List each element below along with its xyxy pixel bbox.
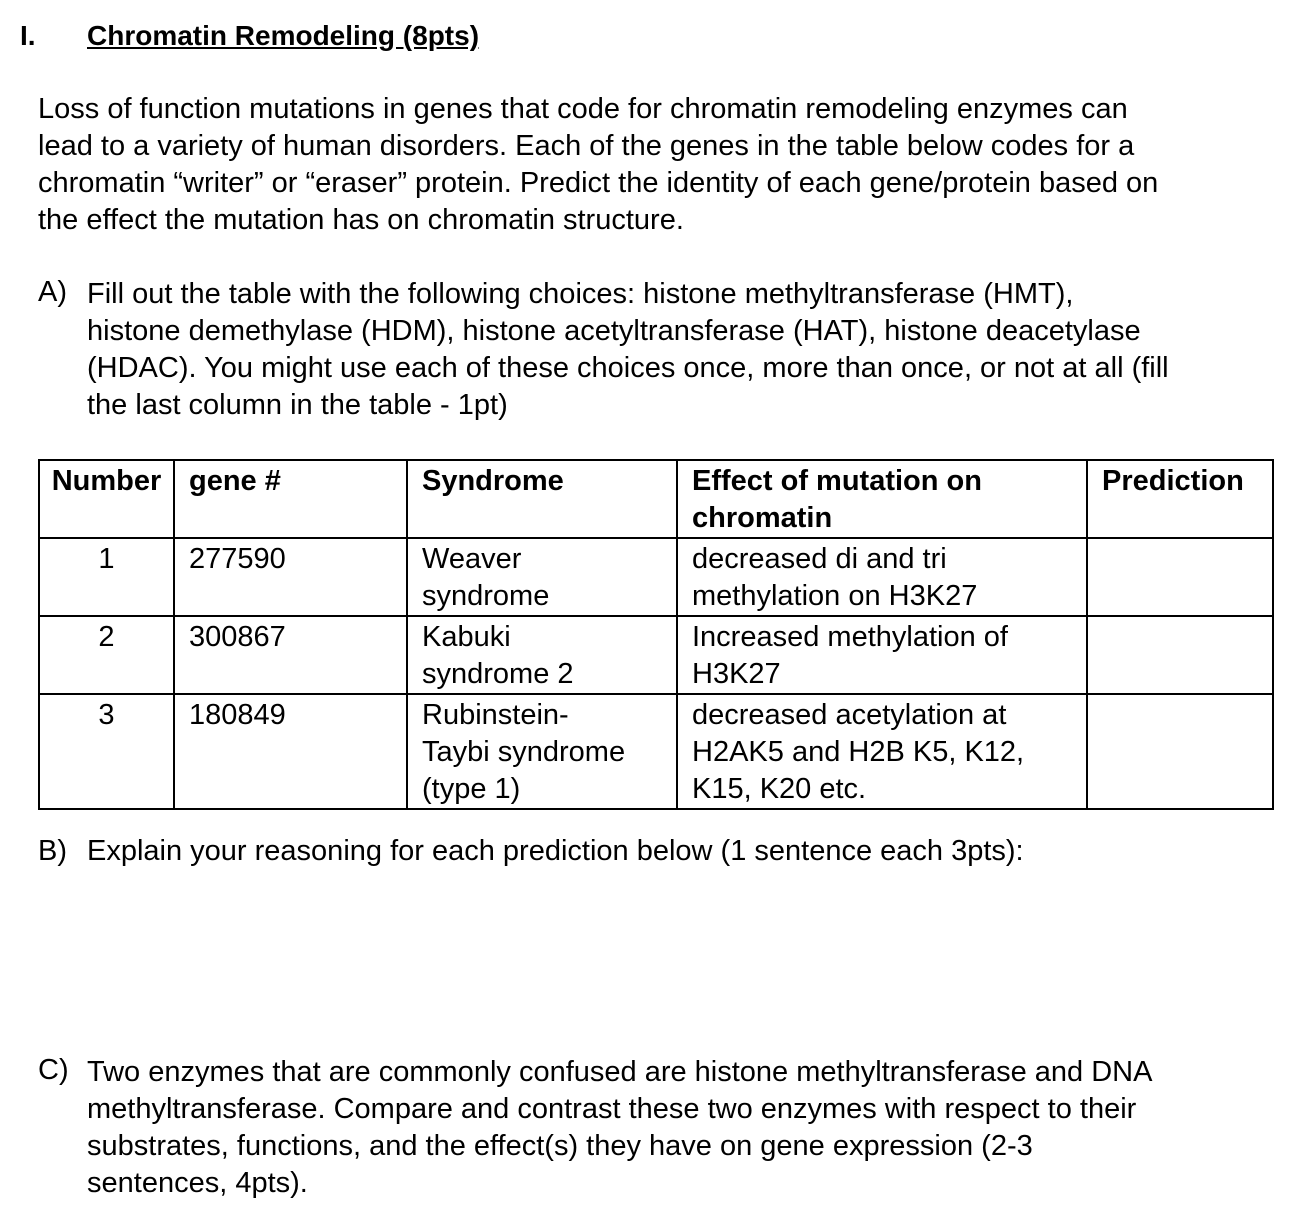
effect-line: Increased methylation of: [692, 621, 1008, 653]
cell-effect: [677, 616, 1087, 694]
cell-number: 1: [39, 538, 174, 616]
gene-table: [38, 459, 1274, 810]
syndrome-line: Taybi syndrome: [422, 736, 626, 768]
header-effect-line: chromatin: [692, 502, 833, 534]
cell-number: 2: [39, 616, 174, 694]
syndrome-line: syndrome 2: [422, 658, 574, 690]
part-b-label: B): [38, 835, 67, 867]
cell-syndrome: [407, 616, 677, 694]
table-row: [39, 616, 1273, 694]
part-a-line: the last column in the table - 1pt): [87, 389, 508, 421]
part-c-line: Two enzymes that are commonly confused are histone methyltransferase and DNA: [87, 1056, 1153, 1088]
part-c-question: [87, 1054, 1152, 1202]
syndrome-line: (type 1): [422, 773, 521, 805]
cell-number: 3: [39, 694, 174, 809]
effect-line: H3K27: [692, 658, 781, 690]
intro-line: chromatin “writer” or “eraser” protein. Predict the identity of each gene/protein based on: [38, 167, 1159, 199]
effect-line: decreased acetylation at: [692, 699, 1007, 731]
part-c-label: C): [38, 1054, 69, 1086]
cell-syndrome: [407, 538, 677, 616]
cell-prediction[interactable]: [1087, 694, 1273, 809]
part-c-line: substrates, functions, and the effect(s) they have on gene expression (2-3: [87, 1130, 1033, 1162]
part-a-line: (HDAC). You might use each of these choices once, more than once, or not at all (fill: [87, 352, 1169, 384]
cell-effect: [677, 694, 1087, 809]
effect-line: H2AK5 and H2B K5, K12,: [692, 736, 1025, 768]
intro-line: lead to a variety of human disorders. Each of the genes in the table below codes for a: [38, 130, 1135, 162]
syndrome-line: syndrome: [422, 580, 550, 612]
header-gene: gene #: [174, 460, 407, 538]
part-a-question: [87, 276, 1169, 424]
part-b-question: Explain your reasoning for each prediction below (1 sentence each 3pts):: [87, 835, 1024, 867]
header-effect: [677, 460, 1087, 538]
syndrome-line: Kabuki: [422, 621, 511, 653]
cell-prediction[interactable]: [1087, 538, 1273, 616]
cell-effect: [677, 538, 1087, 616]
effect-line: methylation on H3K27: [692, 580, 978, 612]
effect-line: K15, K20 etc.: [692, 773, 867, 805]
header-number: Number: [39, 460, 174, 538]
cell-syndrome: [407, 694, 677, 809]
header-effect-line: Effect of mutation on: [692, 465, 982, 497]
header-syndrome: Syndrome: [407, 460, 677, 538]
cell-gene: 277590: [174, 538, 407, 616]
section-title: Chromatin Remodeling (8pts): [87, 20, 480, 51]
intro-paragraph: [38, 91, 1158, 239]
cell-gene: 300867: [174, 616, 407, 694]
part-c-line: methyltransferase. Compare and contrast these two enzymes with respect to their: [87, 1093, 1137, 1125]
cell-prediction[interactable]: [1087, 616, 1273, 694]
table-header-row: [39, 460, 1273, 538]
intro-line: the effect the mutation has on chromatin structure.: [38, 204, 684, 236]
syndrome-line: Weaver: [422, 543, 522, 575]
part-a-line: histone demethylase (HDM), histone acetyltransferase (HAT), histone deacetylase: [87, 315, 1141, 347]
cell-gene: 180849: [174, 694, 407, 809]
table-row: [39, 694, 1273, 809]
header-prediction: Prediction: [1087, 460, 1273, 538]
effect-line: decreased di and tri: [692, 543, 947, 575]
part-a-label: A): [38, 276, 67, 308]
part-c-line: sentences, 4pts).: [87, 1167, 308, 1199]
table-row: [39, 538, 1273, 616]
part-a-line: Fill out the table with the following choices: histone methyltransferase (HMT),: [87, 278, 1074, 310]
section-number: I.: [20, 20, 36, 51]
intro-line: Loss of function mutations in genes that code for chromatin remodeling enzymes can: [38, 93, 1128, 125]
syndrome-line: Rubinstein-: [422, 699, 569, 731]
